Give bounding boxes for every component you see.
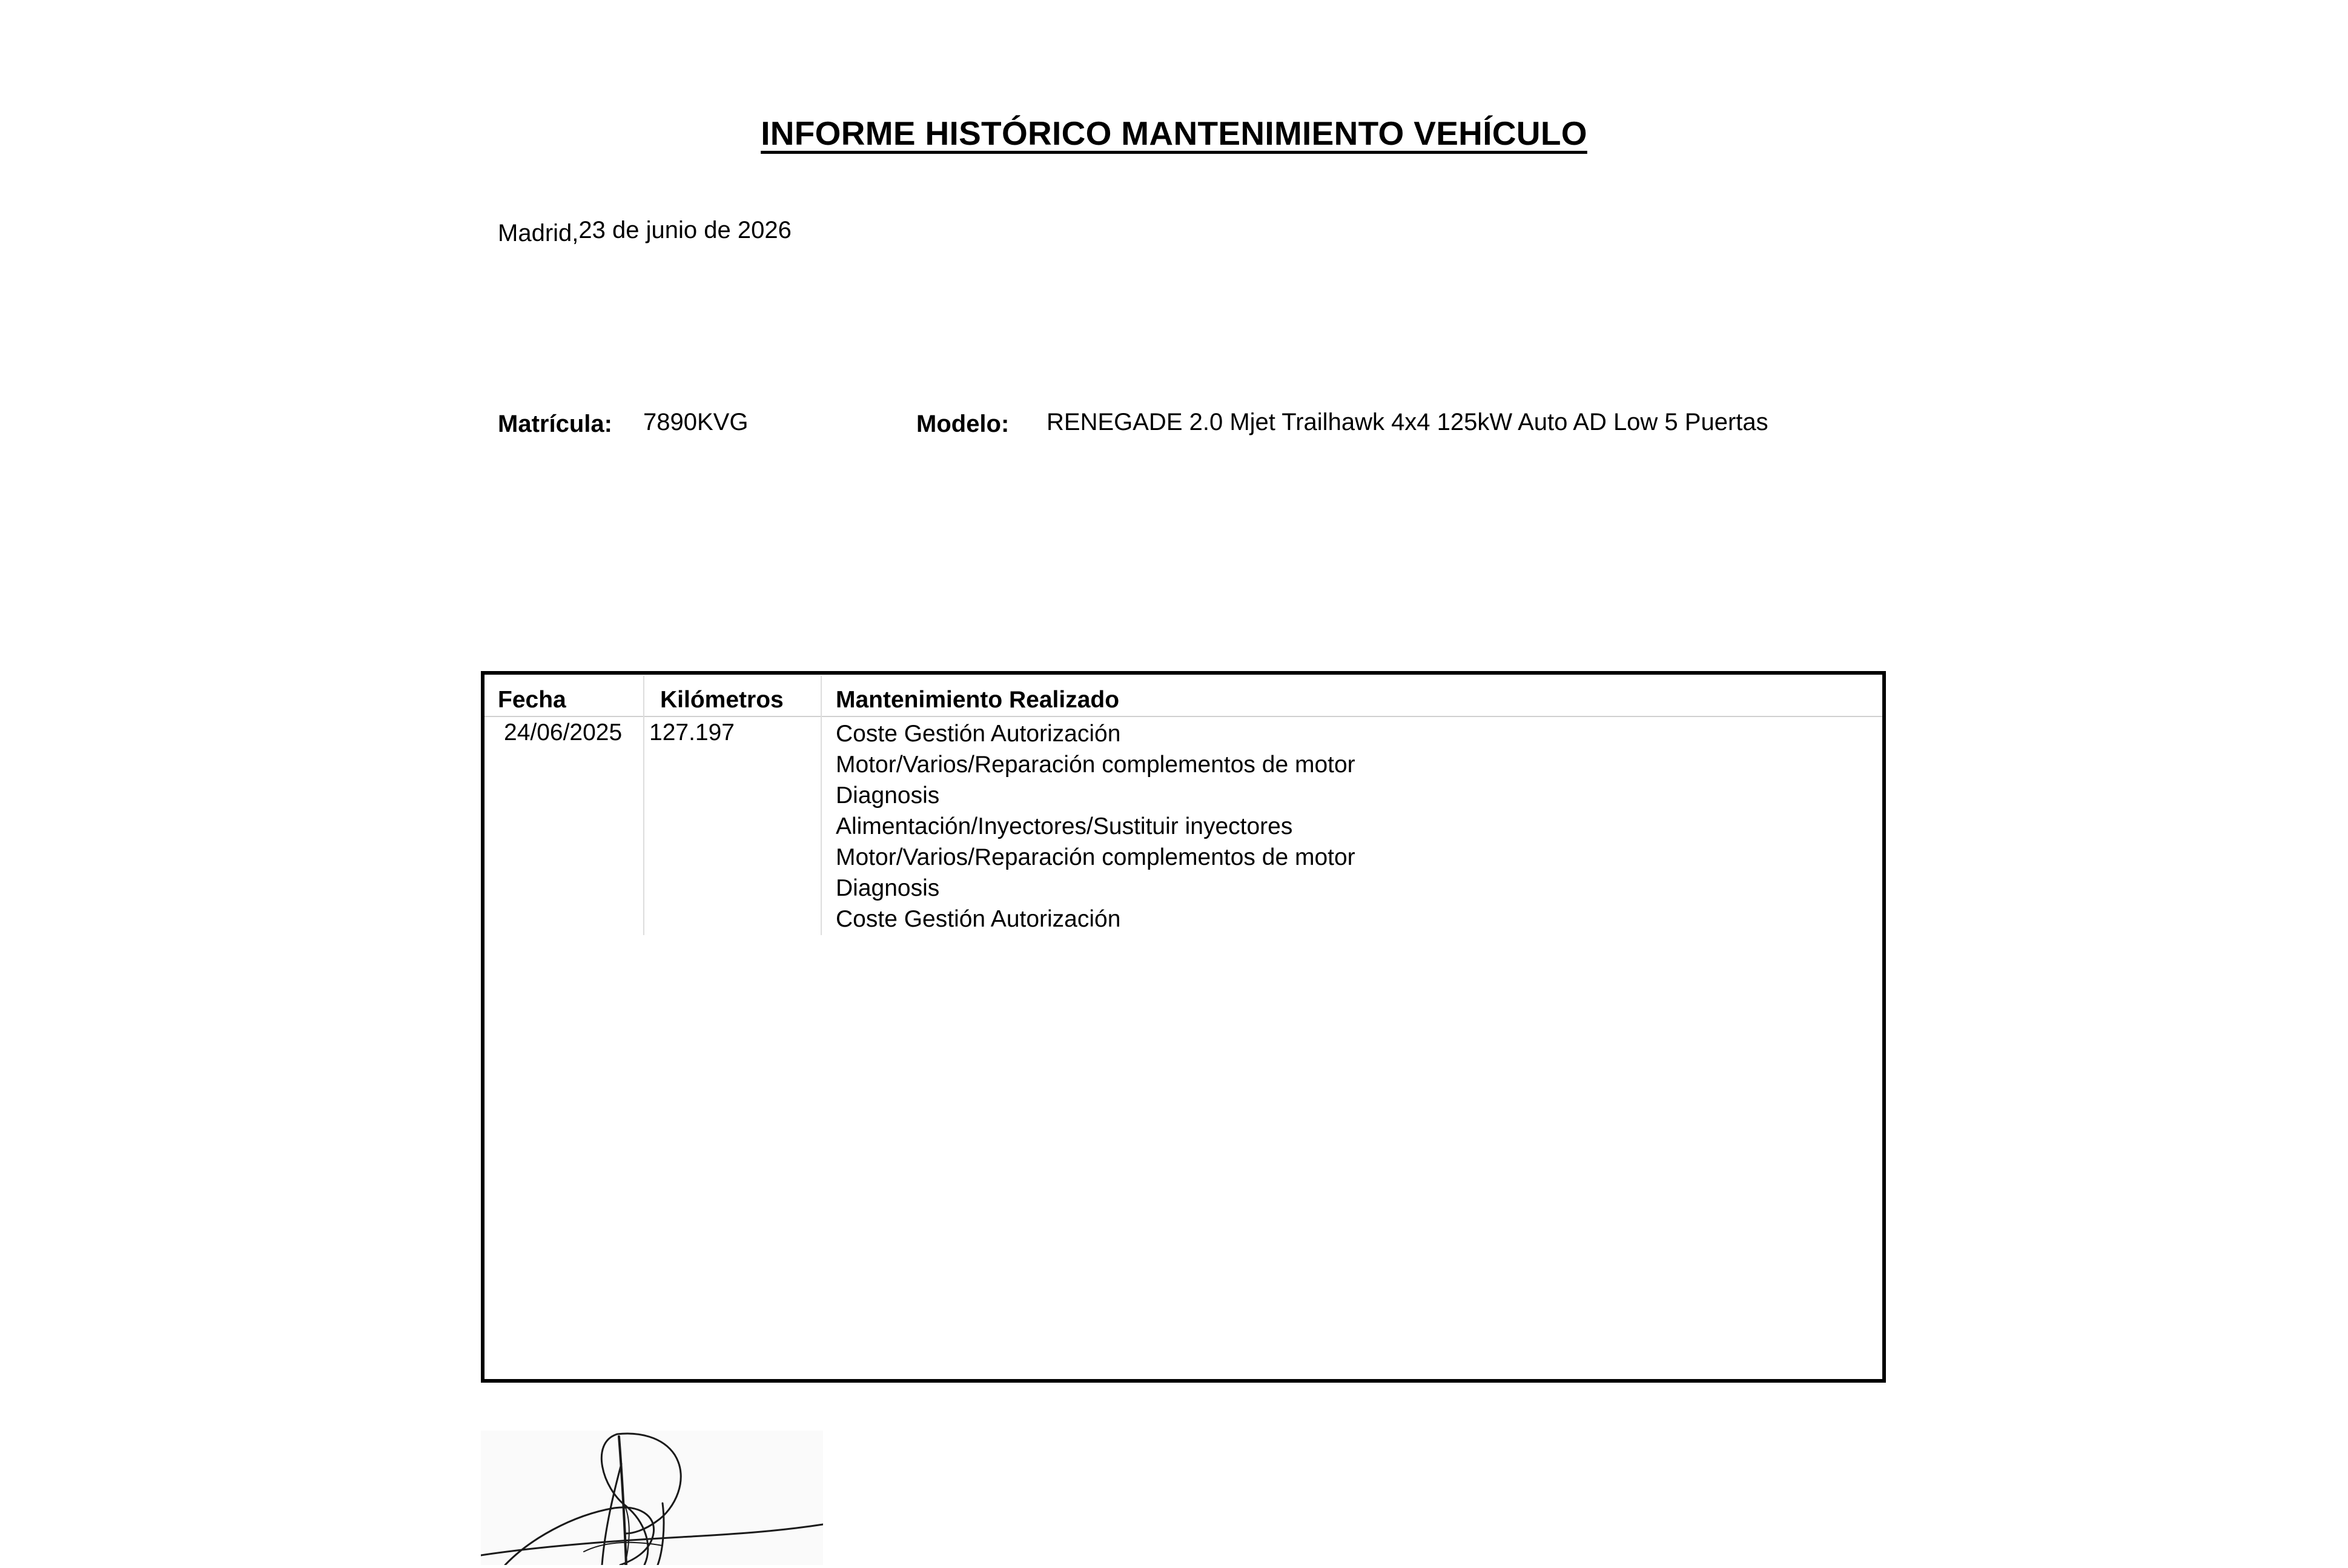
task-item: Coste Gestión Autorización xyxy=(836,906,1121,932)
task-item: Coste Gestión Autorización xyxy=(836,721,1121,747)
header-work: Mantenimiento Realizado xyxy=(836,687,1120,713)
row-date: 24/06/2025 xyxy=(504,719,623,746)
place-date xyxy=(498,217,792,247)
header-date: Fecha xyxy=(498,687,566,713)
header-divider xyxy=(484,716,1882,717)
report-date: 23 de junio de 2026 xyxy=(578,217,792,243)
model-value: RENEGADE 2.0 Mjet Trailhawk 4x4 125kW Auto AD Low 5 Puertas xyxy=(1047,409,1768,435)
task-item: Diagnosis xyxy=(836,782,940,809)
row-km: 127.197 xyxy=(649,719,735,746)
signature-icon xyxy=(481,1431,823,1565)
model-label: Modelo: xyxy=(916,411,1010,437)
plate-value: 7890KVG xyxy=(643,409,749,435)
header-km: Kilómetros xyxy=(660,687,784,713)
plate-label: Matrícula: xyxy=(498,411,612,437)
task-item: Diagnosis xyxy=(836,875,940,901)
maintenance-task-list xyxy=(836,718,1355,935)
column-divider-2 xyxy=(821,676,822,935)
signature-image xyxy=(481,1431,823,1565)
report-title: INFORME HISTÓRICO MANTENIMIENTO VEHÍCULO xyxy=(761,114,1587,152)
column-divider-1 xyxy=(643,676,644,935)
report-place: Madrid, xyxy=(498,220,579,246)
task-item: Alimentación/Inyectores/Sustituir inyectores xyxy=(836,813,1293,839)
task-item: Motor/Varios/Reparación complementos de motor xyxy=(836,752,1355,778)
task-item: Motor/Varios/Reparación complementos de motor xyxy=(836,844,1355,870)
